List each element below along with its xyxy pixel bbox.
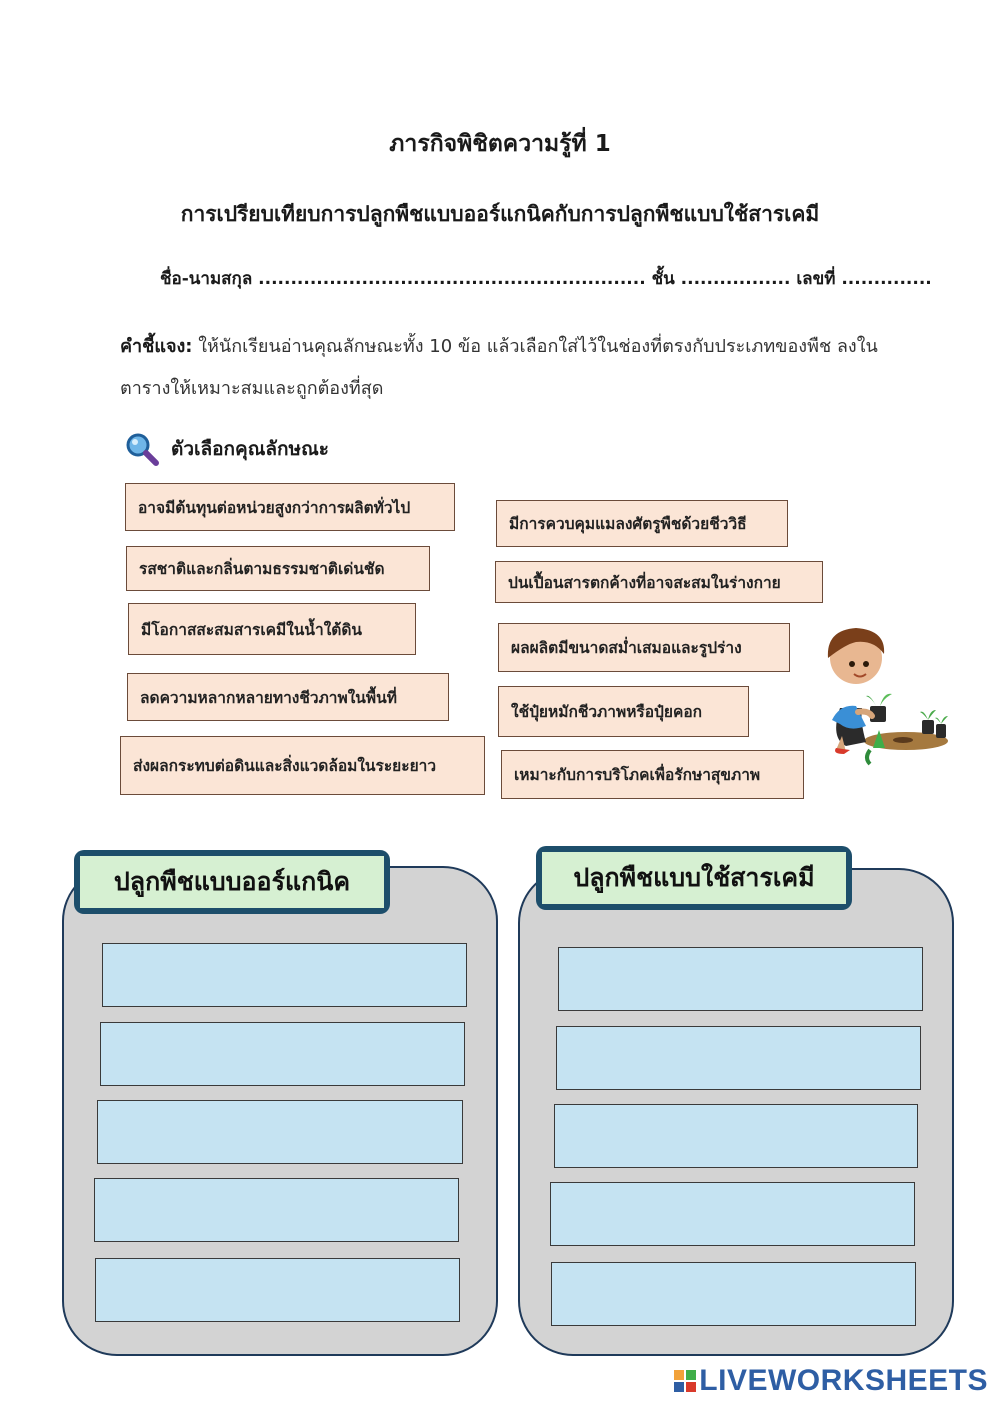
liveworksheets-logo-icon [674, 1370, 696, 1392]
boy-planting-illustration [818, 628, 953, 773]
option-card[interactable]: ใช้ปุ๋ยหมักชีวภาพหรือปุ๋ยคอก [498, 686, 749, 737]
organic-drop-slot[interactable] [94, 1178, 459, 1242]
options-heading-label: ตัวเลือกคุณลักษณะ [171, 438, 329, 460]
chemical-drop-slot[interactable] [556, 1026, 921, 1090]
option-card[interactable]: รสชาติและกลิ่นตามธรรมชาติเด่นชัด [126, 546, 430, 591]
organic-drop-slot[interactable] [102, 943, 467, 1007]
instructions-text: ให้นักเรียนอ่านคุณลักษณะทั้ง 10 ข้อ แล้วเลือกใส่ไว้ในช่องที่ตรงกับประเภทของพืช ลงในตารางให้เหมาะสมและถูกต้องที่สุด [120, 336, 878, 399]
option-card[interactable]: ปนเปื้อนสารตกค้างที่อาจสะสมในร่างกาย [495, 561, 823, 603]
chemical-drop-slot[interactable] [551, 1262, 916, 1326]
student-info-line: ชื่อ-นามสกุล ............................................................ ชั้น ................. เลขที่ .............. [160, 269, 932, 289]
chemical-drop-slot[interactable] [550, 1182, 915, 1246]
brand-text: LIVEWORKSHEETS [699, 1364, 988, 1397]
chemical-drop-slot[interactable] [558, 947, 923, 1011]
option-card[interactable]: มีโอกาสสะสมสารเคมีในน้ำใต้ดิน [128, 603, 416, 655]
option-card[interactable]: มีการควบคุมแมลงศัตรูพืชด้วยชีววิธี [496, 500, 788, 547]
option-card[interactable]: เหมาะกับการบริโภคเพื่อรักษาสุขภาพ [501, 750, 804, 799]
liveworksheets-brand[interactable] [674, 1364, 988, 1398]
option-card[interactable]: ส่งผลกระทบต่อดินและสิ่งแวดล้อมในระยะยาว [120, 736, 485, 795]
chemical-drop-slot[interactable] [554, 1104, 918, 1168]
option-card[interactable]: ผลผลิตมีขนาดสม่ำเสมอและรูปร่าง [498, 623, 790, 672]
page-subtitle: การเปรียบเทียบการปลูกพืชแบบออร์แกนิคกับการปลูกพืชแบบใช้สารเคมี [180, 202, 820, 226]
options-heading [125, 432, 329, 466]
instructions [120, 326, 920, 410]
chemical-header-label: ปลูกพืชแบบใช้สารเคมี [542, 852, 846, 904]
option-card[interactable]: อาจมีต้นทุนต่อหน่วยสูงกว่าการผลิตทั่วไป [125, 483, 455, 531]
organic-drop-slot[interactable] [97, 1100, 463, 1164]
organic-header [74, 850, 390, 914]
option-card[interactable]: ลดความหลากหลายทางชีวภาพในพื้นที่ [127, 673, 449, 721]
instructions-label: คำชี้แจง: [120, 336, 193, 357]
organic-drop-slot[interactable] [95, 1258, 460, 1322]
organic-drop-slot[interactable] [100, 1022, 465, 1086]
organic-header-label: ปลูกพืชแบบออร์แกนิค [80, 856, 384, 908]
page-title: ภารกิจพิชิตความรู้ที่ 1 [389, 131, 611, 157]
magnifier-icon [125, 432, 159, 466]
chemical-header [536, 846, 852, 910]
